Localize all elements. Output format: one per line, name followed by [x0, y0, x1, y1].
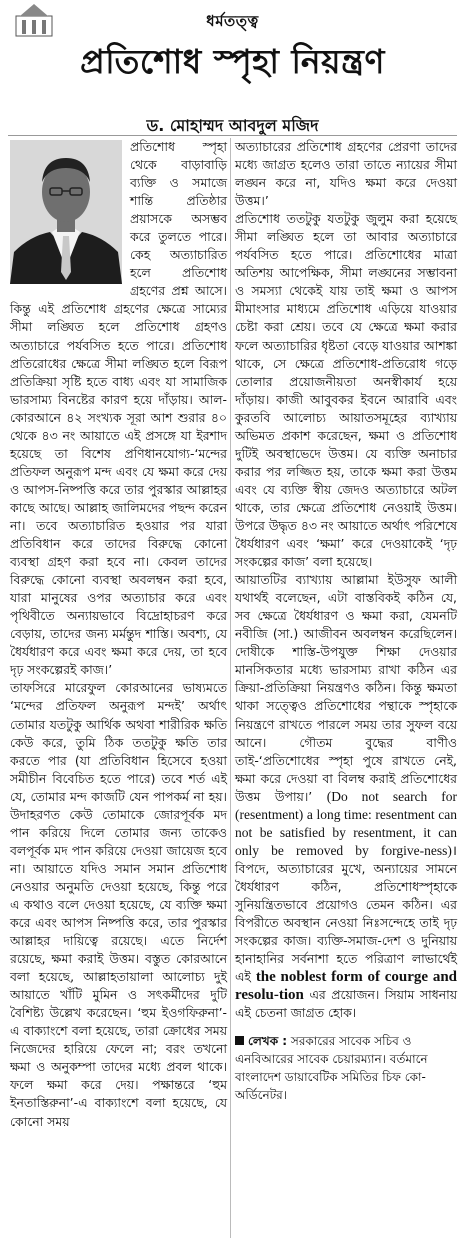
column-divider [230, 138, 231, 1238]
headline: প্রতিশোধ স্পৃহা নিয়ন্ত্রণ [80, 42, 385, 81]
english-phrase: the noblest form of courge and resolu-tion [235, 969, 458, 1004]
author-note-text: সরকারের সাবেক সচিব ও এনবিআরের সাবেক চেয়ারম্যান। বর্তমানে বাংলাদেশ ডায়াবেটিক সমিতির চিফ কো-অর্ডিনেটর। [235, 1034, 428, 1103]
paragraph: তাফসিরে মারেফুল কোরআনের ভাষ্যমতে ‘মন্দের প্রতিফল অনুরূপ মন্দই’ অর্থাৎ তোমার যতটুকু আর্থিক অথবা শারীরিক ক্ষতি কেউ করে, তুমি ঠিক ততটুকু ক্ষতি তার করতে পার (যা প্রতিবিধান হিসেবে হওয়া সমীচীন বিবেচিত হতে পারে) তবে শর্ত এই যে, তোমার মন্দ কাজটি যেন পাপকর্ম না হয়। উদাহরণত কেউ তোমাকে জোরপূর্বক মদ পান করিয়ে দিলে তোমার জন্য তাকেও বলপূর্বক মদ পান করিয়ে দেওয়া জায়েজ হবে না। আয়াতে যদিও সমান সমান প্রতিশোধ নেওয়ার অনুমতি দেওয়া হয়েছে, কিন্তু পরে এ কথাও বলে দেওয়া হয়েছে, যে ব্যক্তি ক্ষমা করে এবং আপস নিষ্পত্তি করে, তার পুরস্কার আল্লাহর দায়িত্বে রয়েছে। এতে নির্দেশ রয়েছে, ক্ষমা করাই উত্তম। বস্তুত কোরআনে বলা হয়েছে, আল্লাহতায়ালা আলোচ্য দুই আয়াতে খাঁটি মুমিন ও সৎকর্মীদের দুটি বৈশিষ্ট্য উল্লেখ করেছেন। ‘হুম ইওগফিরুনা’-এ বাক্যাংশে বলা হয়েছে, তারা ক্রোধের সময় নিজেদের হারিয়ে ফেলে না; বরং তখনো ক্ষমা ও অনুকম্পা তাদের মধ্যে প্রবল থাকে। ফলে ক্ষমা করে দেয়। পক্ষান্তরে ‘হুম ইনতাস্তিরুনা’-এ বাক্যাংশে বলা হয়েছে, যে কোনো সময় [10, 680, 227, 1129]
paragraph: প্রতিশোধ ততটুকু যতটুকু জুলুম করা হয়েছে সীমা লঙ্ঘিত হলে তা আবার অত্যাচারে পর্যবসিত হতে পারে। প্রতিশোধের মাত্রা অতিশয় আপেক্ষিক, সীমা লঙ্ঘনের সম্ভাবনা ও সমস্যা থেকেই যায় তাই ক্ষমা ও আপস মীমাংসার মাধ্যমে প্রতিশোধ এড়িয়ে যাওয়ার চেষ্টা করা শ্রেয়। তবে যে ক্ষেত্রে ক্ষমা করার ফলে অত্যাচারির ধৃষ্টতা বেড়ে যাওয়ার আশঙ্কা থাকে, সে ক্ষেত্রে প্রতিশোধ-প্রতিরোধ গড়ে তোলার প্রয়োজনীয়তা অনস্বীকার্য হয়ে দাঁড়ায়। কাজী আবুবকর ইবনে আরাবি এবং কুরতবি আলোচ্য আয়াতসমূহের ব্যাখ্যায় অভিমত প্রকাশ করেছেন, ক্ষমা ও প্রতিশোধ দুটিই অবস্থাভেদে উত্তম। যে ব্যক্তি অনাচার করার পর লজ্জিত হয়, তাকে ক্ষমা করা উত্তম এবং যে ব্যক্তি স্বীয় জেদও অত্যাচারে অটল থাকে, তার ক্ষেত্রে প্রতিশোধ নেওয়াই উত্তম। উপরে উদ্ধৃত ৪৩ নং আয়াতে অর্থাৎ পরিশেষে ধৈর্যধারণ এবং ‘ক্ষমা’ করে দেওয়াকেই ‘দৃঢ় সংকল্পের কাজ’ বলা হয়েছে। [235, 211, 457, 570]
left-column [10, 138, 227, 1131]
paragraph: প্রতিশোধ স্পৃহা থেকে বাড়াবাড়ি ব্যক্তি ও সমাজে শান্তি প্রতিষ্ঠার প্রয়াসকে অসম্ভব করে তুলতে পারে। কেহ অত্যাচারিত হলে প্রতিশোধ গ্রহণের প্রশ্ন আসে। কিন্তু এই প্রতিশোধ গ্রহণের ক্ষেত্রে সাম্যের সীমা লঙ্ঘিত হলে প্রতিশোধ গ্রহণও অত্যাচারে পর্যবসিত হতে পারে। প্রতিশোধ প্রতিরোধের ক্ষেত্রে সীমা লঙ্ঘিত হলে বিরূপ প্রতিক্রিয়া সৃষ্টি হতে বাধ্য এবং যা সামাজিক ভারসাম্য বিনষ্টের কারণ হয়ে দাঁড়ায়। আল-কোরআনে ৪২ সংখ্যক সূরা আশ শুরার ৪০ থেকে ৪৩ নং আয়াতে এই প্রসঙ্গে যা ইরশাদ হয়েছে তা বিশেষ প্রণিধানযোগ্য-‘মন্দের প্রতিফল অনুরূপ মন্দ এবং যে ক্ষমা করে দেয় ও আপস-নিষ্পত্তি করে তার পুরস্কার আল্লাহর কাছে আছে। আল্লাহ জালিমদের পছন্দ করেন না। তবে অত্যাচারিত হওয়ার পর যারা প্রতিবিধান করে তাদের বিরুদ্ধে কোনো ব্যবস্থা গ্রহণ করা হবে না। কেবল তাদের বিরুদ্ধে কোনো ব্যবস্থা অবলম্বন করা হবে, যারা মানুষের ওপর অত্যাচার করে এবং পৃথিবীতে অন্যায়ভাবে বিদ্রোহাচরণ করে বেড়ায়, তাদের জন্য মর্মন্তুদ শাস্তি। অবশ্য, যে ধৈর্যধারণ করে এবং ক্ষমা করে দেয়, তা হবে দৃঢ় সংকল্পেরই কাজ।’ [10, 139, 227, 678]
author-photo [10, 140, 122, 284]
author-note [235, 1032, 457, 1104]
header-rule [8, 135, 457, 136]
right-column [235, 138, 457, 1104]
author-portrait [10, 140, 122, 284]
square-bullet-icon [235, 1036, 244, 1045]
paragraph-text: বিপদে, অত্যাচারের মুখে, অন্যায়ের সামনে ধৈর্যধারণ কঠিন, প্রতিশোধস্পৃহাকে সুনিয়ন্ত্রিতভাবে প্রয়োগও তেমন কঠিন। এর বিপরীতে অবস্থান নেওয়া নিঃসন্দেহে তাই দৃঢ় সংকল্পের কাজ। ব্যক্তি-সমাজ-দেশ ও দুনিয়ায় হানাহানির সর্বনাশা হতে পরিত্রাণ লাভার্থেই এই [235, 860, 457, 985]
paragraph-text: আয়াতটির ব্যাখ্যায় আল্লামা ইউসুফ আলী যথার্থই বলেছেন, এটা বাস্তবিকই কঠিন যে, সব ক্ষেত্রে ধৈর্যধারণ ও ক্ষমা করা, যেমনটি নবীজি (সা.) আজীবন অবলম্বন করেছিলেন। দোষীকে শাস্তি-উপযুক্ত শিক্ষা দেওয়ার মানসিকতার মধ্যে ভারসাম্য রাখা কঠিন এর ক্রিয়া-প্রতিক্রিয়া নিয়ন্ত্রণও কঠিন। কিন্তু ক্ষমতা থাকা সত্ত্বেও প্রতিশোধের পন্থাকে স্পৃহাকে নিয়ন্ত্রণে রাখতে পারলে সময় তার সুফল বয়ে আনে। গৌতম বুদ্ধের বাণীও তাই-‘প্রতিশোধের স্পৃহা পুষে রাখতে নেই, ক্ষমা করে দেওয়া বা বিলম্ব করাই প্রতিশোধের উত্তম উপায়।’ [235, 572, 457, 804]
paragraph-text: এর প্রয়োজন। সিয়াম সাধনায় এই চেতনা জাগ্রত হোক। [235, 987, 457, 1021]
paragraph [235, 571, 457, 1022]
english-quote: (Do not search for (resentment) a long time: resentment can not be satisfied by resentment, it can only be removed by forgive-ness)। [235, 788, 457, 858]
section-title: ধর্মতত্ত্ব [206, 12, 259, 30]
author-note-label: লেখক : [248, 1034, 288, 1049]
byline: ড. মোহাম্মদ আবদুল মজিদ [146, 116, 319, 135]
paragraph: অত্যাচারের প্রতিশোধ গ্রহণের প্রেরণা তাদের মধ্যে জাগ্রত হলেও তারা তাতে ন্যায়ের সীমা লঙ্ঘন করে না, যদিও ক্ষমা করে দেওয়া উত্তম।’ [235, 139, 457, 209]
